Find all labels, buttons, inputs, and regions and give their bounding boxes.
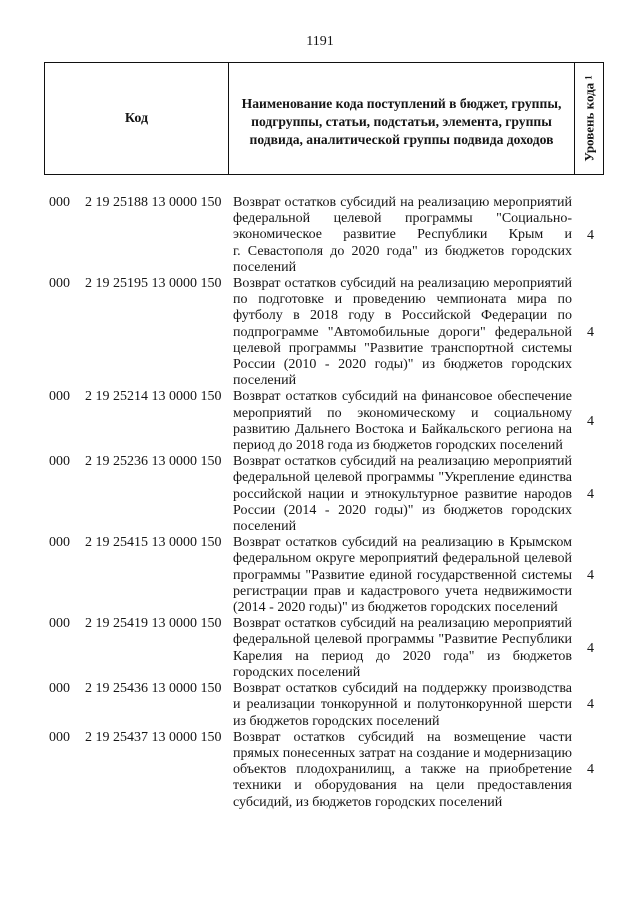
description-line: программы "Развитие единой государственной системы — [233, 567, 572, 583]
description-line: техники и оборудования на цели предоставления — [233, 778, 572, 794]
table-row — [0, 535, 640, 616]
header-level-cell — [575, 63, 603, 174]
description-line: из бюджетов городских поселений — [233, 713, 440, 729]
description — [233, 276, 572, 389]
budget-code: 2 19 25415 13 0000 150 — [85, 535, 222, 551]
table-row — [0, 195, 640, 276]
code-level: 4 — [587, 486, 594, 502]
table-row — [0, 681, 640, 730]
description-line: Возврат остатков субсидий на реализацию мероприятий — [233, 195, 572, 210]
description-line: объектов плодохранилищ, а также на приобретение — [233, 762, 572, 778]
table-row — [0, 616, 640, 681]
admin-code: 000 — [49, 389, 70, 405]
admin-code: 000 — [49, 276, 70, 292]
budget-code: 2 19 25419 13 0000 150 — [85, 616, 222, 632]
code-level: 4 — [587, 640, 594, 656]
description-line: Возврат остатков субсидий на реализацию мероприятий — [233, 616, 572, 632]
description — [233, 535, 572, 616]
description — [233, 616, 572, 681]
table-row — [0, 730, 640, 811]
code-level: 4 — [587, 762, 594, 778]
header-name-cell — [229, 63, 575, 174]
description-line: городских поселений — [233, 664, 361, 680]
description — [233, 730, 572, 811]
description-line: (2014 - 2020 годы)" из бюджетов городских поселений — [233, 600, 558, 616]
code-level: 4 — [587, 567, 594, 583]
table-row — [0, 276, 640, 389]
header-code-cell — [45, 63, 229, 174]
description-line: федеральной целевой программы "Развитие Республики — [233, 632, 572, 648]
page-number: 1191 — [306, 34, 334, 49]
header-level-text: Уровень кода — [580, 82, 596, 162]
description-line: российской нации и этнокультурное развитие народов — [233, 486, 572, 502]
header-name-line: подгруппы, статьи, подстатьи, элемента, группы — [251, 114, 552, 129]
admin-code: 000 — [49, 681, 70, 697]
code-level: 4 — [587, 697, 594, 713]
admin-code: 000 — [49, 195, 70, 210]
budget-code: 2 19 25195 13 0000 150 — [85, 276, 222, 292]
description-line: поселений — [233, 259, 297, 275]
description-line: России (2010 - 2020 годы)" из бюджетов городских — [233, 357, 572, 373]
description-line: по подготовке и проведению чемпионата мира по — [233, 292, 572, 308]
description-line: Карелия на период до 2020 года" из бюджетов — [233, 648, 572, 664]
code-level: 4 — [587, 324, 594, 340]
description — [233, 454, 572, 535]
description-line: федеральной целевой программы "Укрепление единства — [233, 470, 572, 486]
description — [233, 681, 572, 730]
header-name-line: Наименование кода поступлений в бюджет, группы, — [241, 96, 562, 111]
budget-code: 2 19 25436 13 0000 150 — [85, 681, 222, 697]
budget-code: 2 19 25236 13 0000 150 — [85, 454, 222, 470]
admin-code: 000 — [49, 729, 70, 745]
admin-code: 000 — [49, 454, 70, 470]
header-level-label — [575, 63, 602, 173]
table-row — [0, 389, 640, 454]
description-line: мероприятий по экономическому и социальному — [233, 405, 572, 421]
header-name-line: подвида, аналитической группы подвида доходов — [249, 132, 554, 147]
description-line: Возврат остатков субсидий на реализацию мероприятий — [233, 276, 572, 292]
description-line: Возврат остатков субсидий на финансовое обеспечение — [233, 389, 572, 405]
table-row — [0, 454, 640, 535]
description-line: прямых понесенных затрат на создание и модернизацию — [233, 745, 572, 761]
table-body — [0, 195, 640, 811]
description — [233, 195, 572, 276]
description-line: целевой программы "Развитие транспортной системы — [233, 340, 572, 356]
description — [233, 389, 572, 454]
footnote-marker: 1 — [582, 74, 593, 80]
description-line: подпрограмме "Автомобильные дороги" федеральной — [233, 324, 572, 340]
description-line: федеральном округе мероприятий федеральной целевой — [233, 551, 572, 567]
admin-code: 000 — [49, 535, 70, 551]
description-line: субсидий, из бюджетов городских поселений — [233, 794, 503, 810]
table-header — [44, 62, 604, 175]
description-line: поселений — [233, 519, 297, 535]
description-line: России (2014 - 2020 годы)" из бюджетов городских — [233, 502, 572, 518]
code-level: 4 — [587, 227, 594, 243]
budget-code: 2 19 25188 13 0000 150 — [85, 195, 222, 210]
description-line: поселений — [233, 373, 297, 389]
description-line: развитию Дальнего Востока и Байкальского региона на — [233, 421, 572, 437]
description-line: Возврат остатков субсидий на реализацию в Крымском — [233, 535, 572, 551]
description-line: экономическое развитие Республики Крым и — [233, 227, 572, 243]
description-line: футболу в 2018 году в Российской Федерации по — [233, 308, 572, 324]
description-line: период до 2018 года из бюджетов городских поселений — [233, 438, 563, 454]
budget-code: 2 19 25437 13 0000 150 — [85, 729, 222, 745]
description-line: федеральной целевой программы "Социально- — [233, 211, 572, 227]
code-level: 4 — [587, 413, 594, 429]
description-line: Возврат остатков субсидий на поддержку производства — [233, 681, 572, 697]
description-line: регистрации прав и кадастрового учета недвижимости — [233, 583, 572, 599]
header-code-label: Код — [124, 110, 149, 126]
description-line: Возврат остатков субсидий на реализацию мероприятий — [233, 454, 572, 470]
budget-code: 2 19 25214 13 0000 150 — [85, 389, 222, 405]
description-line: Возврат остатков субсидий на возмещение части — [233, 729, 572, 745]
admin-code: 000 — [49, 616, 70, 632]
description-line: и реализации тонкорунной и полутонкорунной шерсти — [233, 697, 572, 713]
description-line: г. Севастополя до 2020 года" из бюджетов городских — [233, 243, 572, 259]
